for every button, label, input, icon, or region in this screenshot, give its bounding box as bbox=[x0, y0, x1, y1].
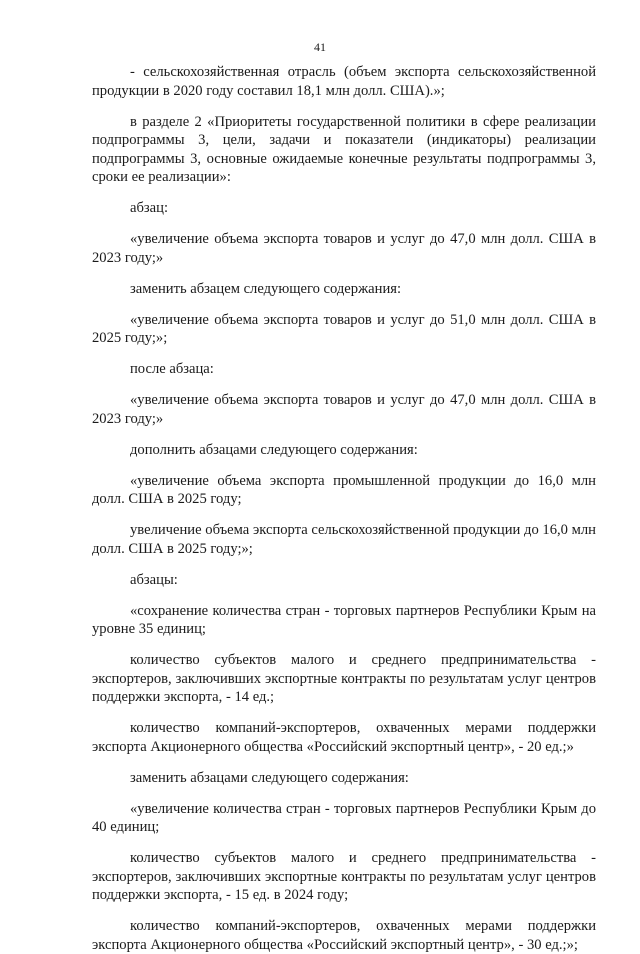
paragraph-4: «увеличение объема экспорта товаров и услуг до 47,0 млн долл. США в 2023 году;» bbox=[92, 231, 596, 266]
paragraph-13: «сохранение количества стран - торговых партнеров Республики Крым на уровне 35 единиц; bbox=[92, 602, 596, 637]
paragraph-1: - сельскохозяйственная отрасль (объем экспорта сельскохозяйственной продукции в 2020 году составил 18,1 млн долл. США).»; bbox=[92, 64, 596, 99]
paragraph-16: заменить абзацами следующего содержания: bbox=[130, 769, 409, 786]
paragraph-7: после абзаца: bbox=[130, 361, 214, 377]
paragraph-9: дополнить абзацами следующего содержания: bbox=[130, 441, 418, 458]
paragraph-18: количество субъектов малого и среднего предпринимательства - экспортеров, заключивших экспортные контракты по результатам услуг центров поддержки экспорта, - 15 ед. в 2024 году; bbox=[92, 850, 596, 903]
paragraph-6: «увеличение объема экспорта товаров и услуг до 51,0 млн долл. США в 2025 году;»; bbox=[92, 311, 596, 346]
paragraph-10: «увеличение объема экспорта промышленной продукции до 16,0 млн долл. США в 2025 году; bbox=[92, 472, 596, 507]
document-body bbox=[92, 63, 596, 954]
paragraph-11: увеличение объема экспорта сельскохозяйственной продукции до 16,0 млн долл. США в 2025 году;»; bbox=[92, 522, 596, 557]
paragraph-19: количество компаний-экспортеров, охваченных мерами поддержки экспорта Акционерного общества «Российский экспортный центр», - 30 ед.;»; bbox=[92, 918, 596, 953]
paragraph-12: абзацы: bbox=[130, 571, 178, 588]
page-number: 41 bbox=[314, 40, 326, 54]
paragraph-14: количество субъектов малого и среднего предпринимательства - экспортеров, заключивших экспортные контракты по результатам услуг центров поддержки экспорта, - 14 ед.; bbox=[92, 652, 596, 705]
paragraph-8: «увеличение объема экспорта товаров и услуг до 47,0 млн долл. США в 2023 году;» bbox=[92, 392, 596, 427]
paragraph-15: количество компаний-экспортеров, охваченных мерами поддержки экспорта Акционерного общества «Российский экспортный центр», - 20 ед.;» bbox=[92, 720, 596, 755]
paragraph-5: заменить абзацем следующего содержания: bbox=[130, 280, 402, 297]
paragraph-3: абзац: bbox=[130, 200, 169, 216]
paragraph-2: в разделе 2 «Приоритеты государственной политики в сфере реализации подпрограммы 3, цели, задачи и показатели (индикаторы) реализации подпрограммы 3, основные ожидаемые конечные результаты подпрограммы 3, сроки ее реализации»: bbox=[92, 113, 596, 185]
paragraph-17: «увеличение количества стран - торговых партнеров Республики Крым до 40 единиц; bbox=[92, 800, 596, 835]
